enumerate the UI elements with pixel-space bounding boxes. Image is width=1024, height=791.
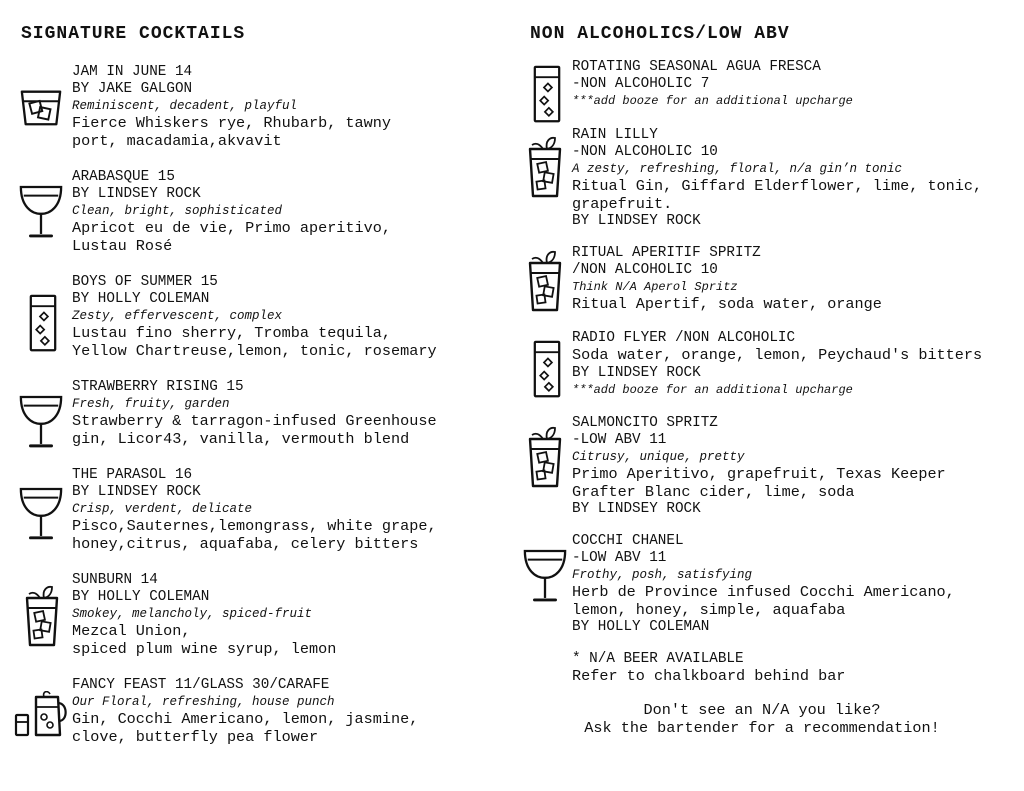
non-alcoholic-heading: NON ALCOHOLICS/LOW ABV [530,24,790,44]
cocktail-ingredients: port, macadamia,akvavit [72,131,282,150]
cocktail-description: Fresh, fruity, garden [72,397,230,411]
drink-category-price: /NON ALCOHOLIC 10 [572,262,718,278]
garnished-highball-icon [22,584,62,648]
cocktail-description: Clean, bright, sophisticated [72,204,283,218]
cocktail-ingredients: gin, Licor43, vanilla, vermouth blend [72,429,410,448]
cocktail-ingredients: honey,citrus, aquafaba, celery bitters [72,534,419,553]
drink-author: BY LINDSEY ROCK [572,213,701,229]
punch-pitcher-icon [14,691,70,739]
drink-description: A zesty, refreshing, floral, n/a gin’n tonic [572,162,903,176]
cocktail-author: BY LINDSEY ROCK [72,186,201,202]
drink-author: BY LINDSEY ROCK [572,364,701,381]
drink-description: Frothy, posh, satisfying [572,568,753,582]
cocktail-ingredients: Pisco,Sauternes,lemongrass, white grape, [72,517,437,535]
cocktail-ingredients: Gin, Cocchi Americano, lemon, jasmine, [72,710,419,728]
cocktail-author: BY HOLLY COLEMAN [72,589,210,605]
cocktail-ingredients: Strawberry & tarragon-infused Greenhouse [72,412,437,430]
cocktail-author: BY JAKE GALGON [72,81,193,97]
ask-line-1: Don't see an N/A you like? [643,701,881,719]
drink-ingredients: Grafter Blanc cider, lime, soda [572,482,855,501]
cocktail-title: JAM IN JUNE 14 [72,64,193,80]
coupe-glass-icon [18,179,64,241]
garnished-highball-icon [525,425,565,489]
cocktail-description: Our Floral, refreshing, house punch [72,695,335,709]
cocktail-author: BY LINDSEY ROCK [72,484,201,500]
drink-category-price: -NON ALCOHOLIC 7 [572,76,710,92]
cocktail-ingredients: Lustau Rosé [72,236,173,255]
booze-upcharge-note: ***add booze for an additional upcharge [572,94,853,108]
drink-title: RITUAL APERITIF SPRITZ [572,245,761,261]
garnished-highball-icon [525,135,565,199]
drink-description: Citrusy, unique, pretty [572,450,745,464]
rocks-glass-icon [18,84,64,130]
cocktail-title: FANCY FEAST 11/GLASS 30/CARAFE [72,677,330,693]
drink-ingredients: Herb de Province infused Cocchi Americano, [572,583,955,601]
na-beer-detail: Refer to chalkboard behind bar [572,667,846,685]
cocktail-description: Reminiscent, decadent, playful [72,99,298,113]
drink-title: COCCHI CHANEL [572,533,684,549]
drink-ingredients: Ritual Gin, Giffard Elderflower, lime, tonic, [572,177,983,195]
cocktail-ingredients: spiced plum wine syrup, lemon [72,639,337,658]
coupe-glass-icon [522,543,568,605]
cocktail-ingredients: Lustau fino sherry, Tromba tequila, [72,324,391,342]
cocktail-title: BOYS OF SUMMER 15 [72,274,218,290]
cocktail-ingredients: clove, butterfly pea flower [72,727,319,746]
drink-ingredients: Ritual Apertif, soda water, orange [572,295,882,313]
cocktail-title: ARABASQUE 15 [72,169,175,185]
cocktail-ingredients: Fierce Whiskers rye, Rhubarb, tawny [72,114,391,132]
collins-glass-icon [532,63,562,125]
ask-line-2: Ask the bartender for a recommendation! [584,718,940,737]
drink-author: BY HOLLY COLEMAN [572,619,710,635]
cocktail-ingredients: Yellow Chartreuse,lemon, tonic, rosemary [72,341,437,360]
drink-category-price: -LOW ABV 11 [572,432,667,448]
drink-title: RAIN LILLY [572,127,658,143]
cocktail-description: Crisp, verdent, delicate [72,502,253,516]
drink-ingredients: grapefruit. [572,194,673,213]
drink-title: SALMONCITO SPRITZ [572,415,718,431]
na-beer-note [572,651,845,686]
booze-upcharge-note: ***add booze for an additional upcharge [572,382,853,397]
signature-cocktails-heading: SIGNATURE COCKTAILS [21,24,246,44]
drink-author: BY LINDSEY ROCK [572,501,701,517]
drink-category-price: -NON ALCOHOLIC 10 [572,144,718,160]
coupe-glass-icon [18,389,64,451]
cocktail-ingredients: Mezcal Union, [72,622,191,640]
drink-ingredients: Soda water, orange, lemon, Peychaud's bitters [572,346,983,364]
collins-glass-icon [532,338,562,400]
drink-title: RADIO FLYER /NON ALCOHOLIC [572,330,796,346]
drink-category-price: -LOW ABV 11 [572,550,667,566]
cocktail-description: Zesty, effervescent, complex [72,309,283,323]
drink-ingredients: lemon, honey, simple, aquafaba [572,600,846,619]
garnished-highball-icon [525,249,565,313]
cocktail-title: SUNBURN 14 [72,572,158,588]
na-beer-heading: * N/A BEER AVAILABLE [572,651,744,667]
cocktail-author: BY HOLLY COLEMAN [72,291,210,307]
cocktail-title: STRAWBERRY RISING 15 [72,379,244,395]
cocktail-ingredients: Apricot eu de vie, Primo aperitivo, [72,219,391,237]
collins-glass-icon [28,292,58,354]
ask-bartender-note [572,702,952,737]
coupe-glass-icon [18,481,64,543]
cocktail-description: Smokey, melancholy, spiced-fruit [72,607,313,621]
drink-title: ROTATING SEASONAL AGUA FRESCA [572,59,821,75]
drink-description: Think N/A Aperol Spritz [572,280,738,294]
drink-ingredients: Primo Aperitivo, grapefruit, Texas Keeper [572,465,946,483]
cocktail-title: THE PARASOL 16 [72,467,193,483]
